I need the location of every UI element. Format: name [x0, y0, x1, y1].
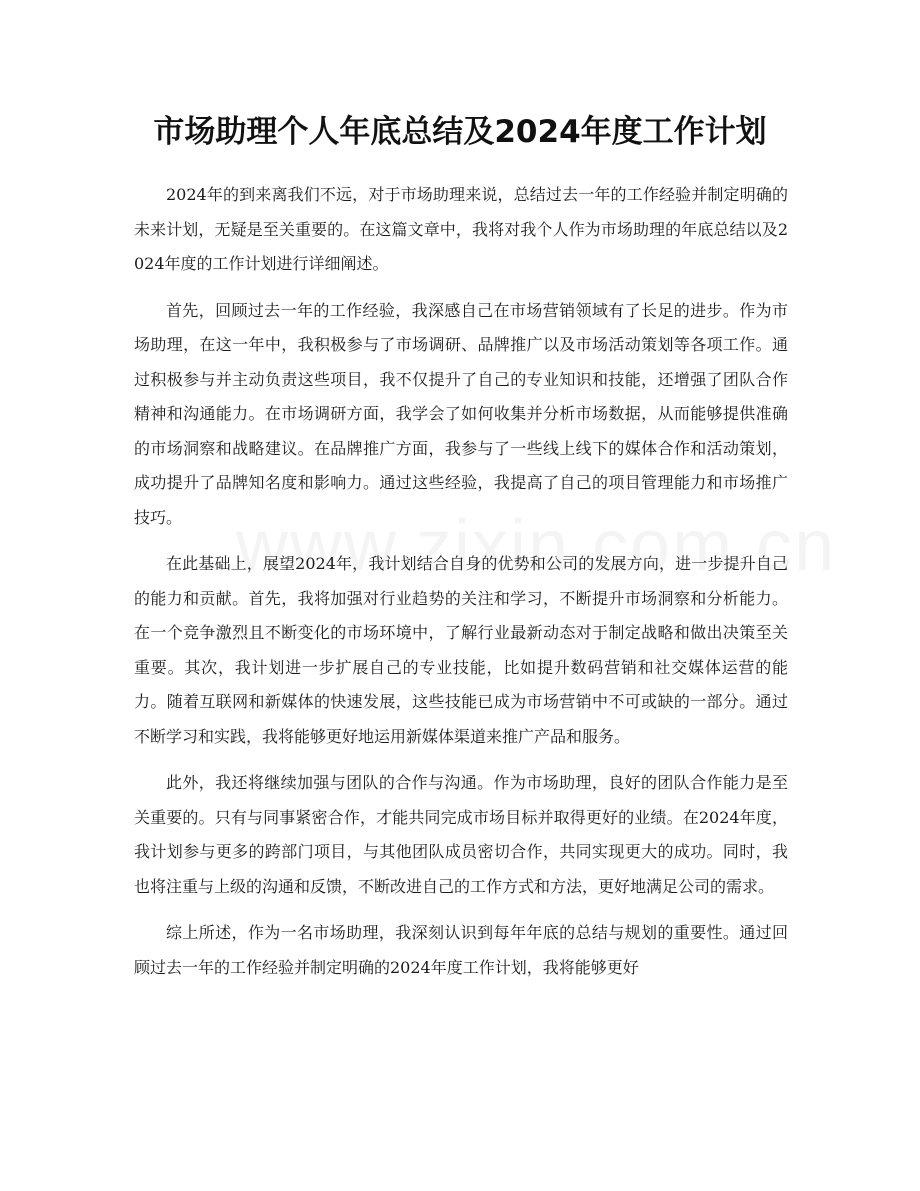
paragraph: 首先，回顾过去一年的工作经验，我深感自己在市场营销领域有了长足的进步。作为市场助理，在这一年中，我积极参与了市场调研、品牌推广以及市场活动策划等各项工作。通过积极参与并主动负责这些项目，我不仅提升了自己的专业知识和技能，还增强了团队合作精神和沟通能力。在市场调研方面，我学会了如何收集并分析市场数据，从而能够提供准确的市场洞察和战略建议。在品牌推广方面，我参与了一些线上线下的媒体合作和活动策划，成功提升了品牌知名度和影响力。通过这些经验，我提高了自己的项目管理能力和市场推广技巧。 [134, 300, 788, 527]
paragraph: 此外，我还将继续加强与团队的合作与沟通。作为市场助理，良好的团队合作能力是至关重要的。只有与同事紧密合作，才能共同完成市场目标并取得更好的业绩。在2024年度，我计划参与更多的跨部门项目，与其他团队成员密切合作，共同实现更大的成功。同时，我也将注重与上级的沟通和反馈，不断改进自己的工作方式和方法，更好地满足公司的需求。 [134, 773, 788, 896]
paragraph: 2024年的到来离我们不远，对于市场助理来说，总结过去一年的工作经验并制定明确的未来计划，无疑是至关重要的。在这篇文章中，我将对我个人作为市场助理的年底总结以及2024年度的工作计划进行详细阐述。 [134, 185, 788, 273]
document-title: 市场助理个人年底总结及2024年度工作计划 [153, 114, 767, 150]
paragraph: 在此基础上，展望2024年，我计划结合自身的优势和公司的发展方向，进一步提升自己的能力和贡献。首先，我将加强对行业趋势的关注和学习，不断提升市场洞察和分析能力。在一个竞争激烈且不断变化的市场环境中，了解行业最新动态对于制定战略和做出决策至关重要。其次，我计划进一步扩展自己的专业技能，比如提升数码营销和社交媒体运营的能力。随着互联网和新媒体的快速发展，这些技能已成为市场营销中不可或缺的一部分。通过不断学习和实践，我将能够更好地运用新媒体渠道来推广产品和服务。 [134, 554, 788, 746]
document-body [134, 178, 788, 997]
paragraph: 综上所述，作为一名市场助理，我深刻认识到每年年底的总结与规划的重要性。通过回顾过去一年的工作经验并制定明确的2024年度工作计划，我将能够更好 [134, 923, 788, 977]
